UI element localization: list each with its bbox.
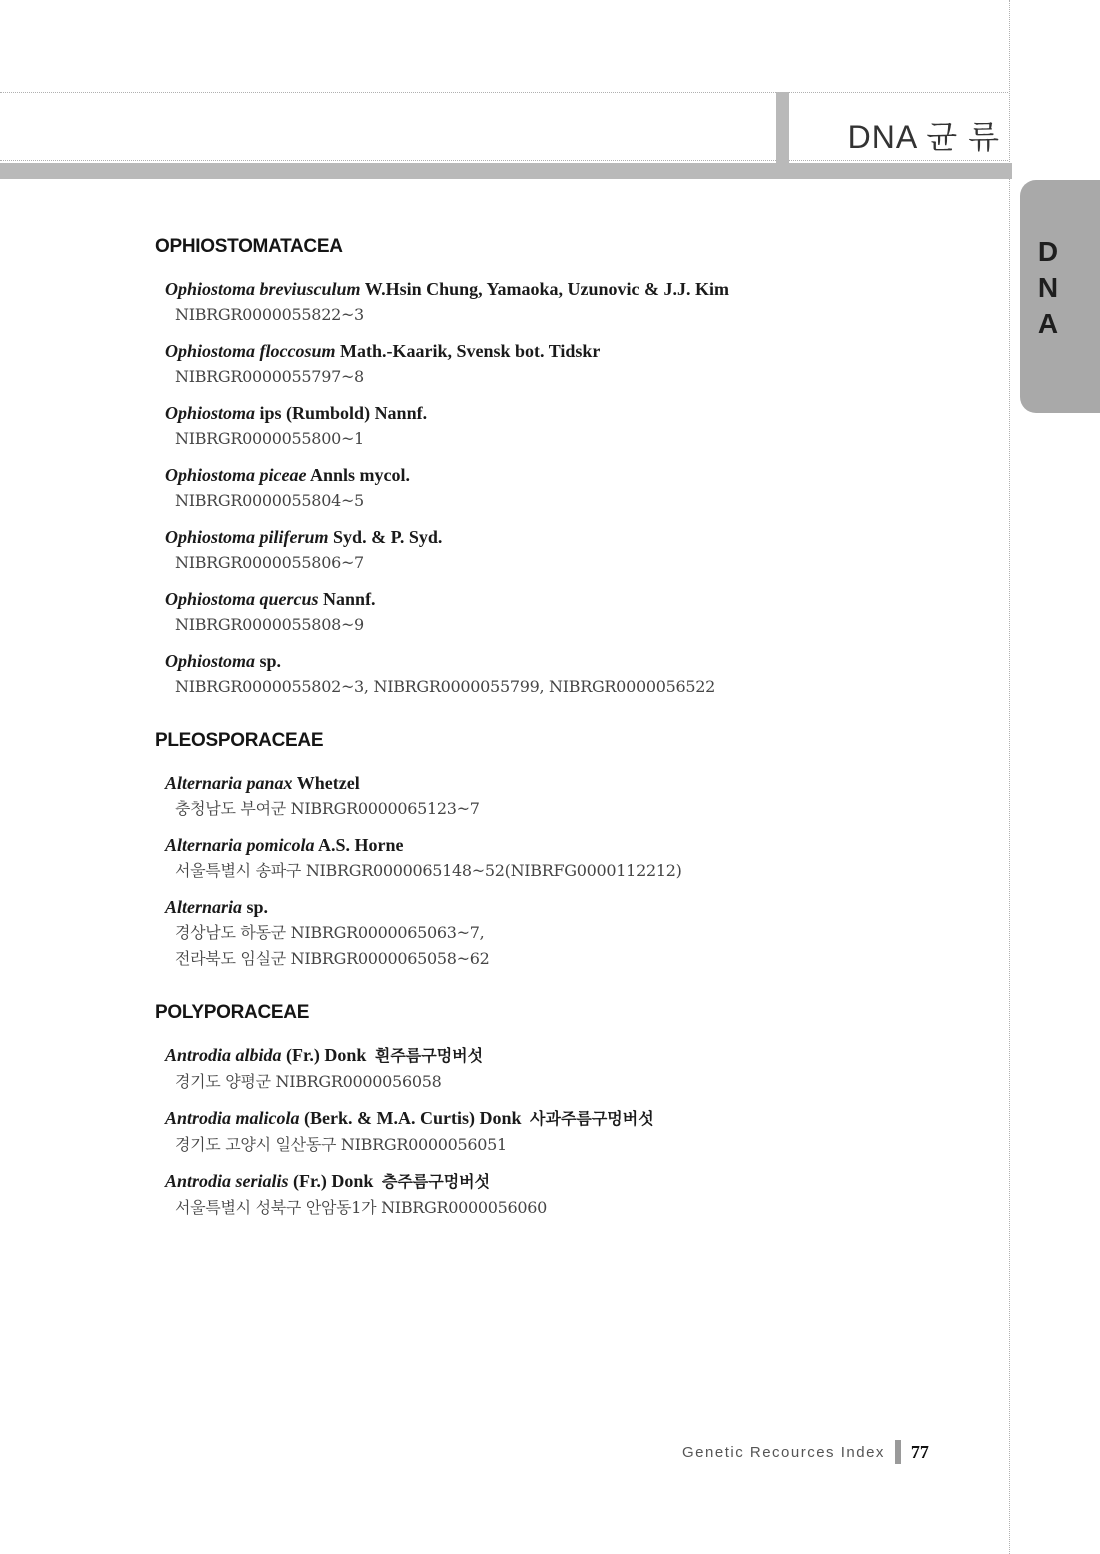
species-epithet: breviusculum (259, 279, 361, 299)
side-tab-letters (1030, 236, 1066, 340)
species-genus: Ophiostoma (165, 589, 256, 609)
species-genus: Ophiostoma (165, 403, 256, 423)
specimen-record: 경기도 고양시 일산동구 NIBRGR0000056051 (175, 1135, 507, 1154)
species-entry (165, 832, 975, 884)
header-gray-bar (0, 163, 1012, 179)
side-tab-letter: N (1037, 272, 1059, 303)
species-entry (165, 894, 975, 972)
top-dotted-rule (0, 92, 1008, 93)
species-entry (165, 770, 975, 822)
species-genus: Ophiostoma (165, 651, 256, 671)
species-entry (165, 586, 975, 638)
species-author: ips (Rumbold) Nannf. (259, 403, 428, 423)
species-entry (165, 400, 975, 452)
species-korean: 사과주름구멍버섯 (530, 1109, 654, 1128)
species-author: Whetzel (296, 773, 360, 793)
family-section (155, 236, 975, 700)
species-name (165, 1105, 975, 1132)
specimen-record: NIBRGR0000055808~9 (175, 615, 364, 634)
header-dotted-rule (0, 160, 1008, 161)
species-entry (165, 276, 975, 328)
species-epithet: floccosum (259, 341, 336, 361)
species-author: sp. (246, 897, 269, 917)
species-name (165, 648, 975, 674)
species-epithet: piceae (259, 465, 307, 485)
side-tab-letter: D (1037, 236, 1059, 267)
species-author: Nannf. (323, 589, 376, 609)
species-epithet: quercus (259, 589, 319, 609)
species-name (165, 894, 975, 920)
species-name (165, 400, 975, 426)
species-author: A.S. Horne (318, 835, 404, 855)
species-name (165, 276, 975, 302)
species-entry (165, 1042, 975, 1095)
species-author: sp. (259, 651, 282, 671)
species-korean: 흰주름구멍버섯 (374, 1046, 484, 1065)
species-author: W.Hsin Chung, Yamaoka, Uzunovic & J.J. Kim (364, 279, 729, 299)
species-entry (165, 1168, 975, 1221)
species-genus: Alternaria (165, 835, 243, 855)
specimen-record: 전라북도 임실군 NIBRGR0000065058~62 (175, 949, 490, 968)
family-heading: POLYPORACEAE (155, 1002, 310, 1023)
species-genus: Ophiostoma (165, 341, 256, 361)
footer-divider (895, 1440, 901, 1464)
page-footer (682, 1440, 929, 1464)
header-accent-block (776, 92, 789, 164)
species-genus: Antrodia (165, 1045, 232, 1065)
species-author: Math.-Kaarik, Svensk bot. Tidskr (340, 341, 601, 361)
family-section (155, 1002, 975, 1221)
species-epithet: pomicola (246, 835, 315, 855)
specimen-record: NIBRGR0000055797~8 (175, 367, 364, 386)
species-author: Annls mycol. (310, 465, 411, 485)
species-genus: Antrodia (165, 1171, 232, 1191)
specimen-record: 서울특별시 송파구 NIBRGR0000065148~52(NIBRFG0000112212) (175, 861, 682, 880)
specimen-record: 경상남도 하동군 NIBRGR0000065063~7, (175, 923, 485, 942)
species-entry (165, 524, 975, 576)
margin-dotted-rule (1009, 0, 1010, 1554)
family-heading: OPHIOSTOMATACEA (155, 236, 343, 257)
species-name (165, 462, 975, 488)
species-author: (Fr.) Donk (293, 1171, 374, 1191)
species-name (165, 586, 975, 612)
specimen-record: NIBRGR0000055804~5 (175, 491, 364, 510)
species-author: Syd. & P. Syd. (333, 527, 443, 547)
specimen-record: NIBRGR0000055800~1 (175, 429, 364, 448)
page-number: 77 (910, 1441, 929, 1462)
species-epithet: malicola (235, 1108, 300, 1128)
specimen-record: 서울특별시 성북구 안암동1가 NIBRGR0000056060 (175, 1198, 548, 1217)
specimen-record: NIBRGR0000055802~3, NIBRGR0000055799, NIBRGR0000056522 (175, 677, 715, 696)
specimen-record: NIBRGR0000055822~3 (175, 305, 364, 324)
species-entry (165, 462, 975, 514)
species-author: (Berk. & M.A. Curtis) Donk (304, 1108, 522, 1128)
page-header-title: DNA 균 류 (847, 119, 1000, 155)
specimen-record: 경기도 양평군 NIBRGR0000056058 (175, 1072, 442, 1091)
species-epithet: albida (235, 1045, 282, 1065)
species-genus: Ophiostoma (165, 279, 256, 299)
species-name (165, 338, 975, 364)
species-author: (Fr.) Donk (286, 1045, 367, 1065)
species-epithet: serialis (235, 1171, 289, 1191)
species-korean: 층주름구멍버섯 (381, 1172, 491, 1191)
species-name (165, 832, 975, 858)
species-genus: Alternaria (165, 897, 243, 917)
species-genus: Alternaria (165, 773, 243, 793)
species-entry (165, 338, 975, 390)
species-epithet: piliferum (259, 527, 329, 547)
species-name (165, 770, 975, 796)
species-name (165, 524, 975, 550)
specimen-record: 충청남도 부여군 NIBRGR0000065123~7 (175, 799, 480, 818)
footer-text: Genetic Recources Index (682, 1443, 885, 1461)
species-epithet: panax (246, 773, 293, 793)
species-entry (165, 648, 975, 700)
species-genus: Ophiostoma (165, 527, 256, 547)
family-heading: PLEOSPORACEAE (155, 730, 324, 751)
species-entry (165, 1105, 975, 1158)
species-name (165, 1042, 975, 1069)
specimen-record: NIBRGR0000055806~7 (175, 553, 364, 572)
species-name (165, 1168, 975, 1195)
species-genus: Antrodia (165, 1108, 232, 1128)
side-tab-letter: A (1037, 308, 1059, 339)
family-section (155, 730, 975, 972)
species-genus: Ophiostoma (165, 465, 256, 485)
index-content (155, 236, 975, 1251)
